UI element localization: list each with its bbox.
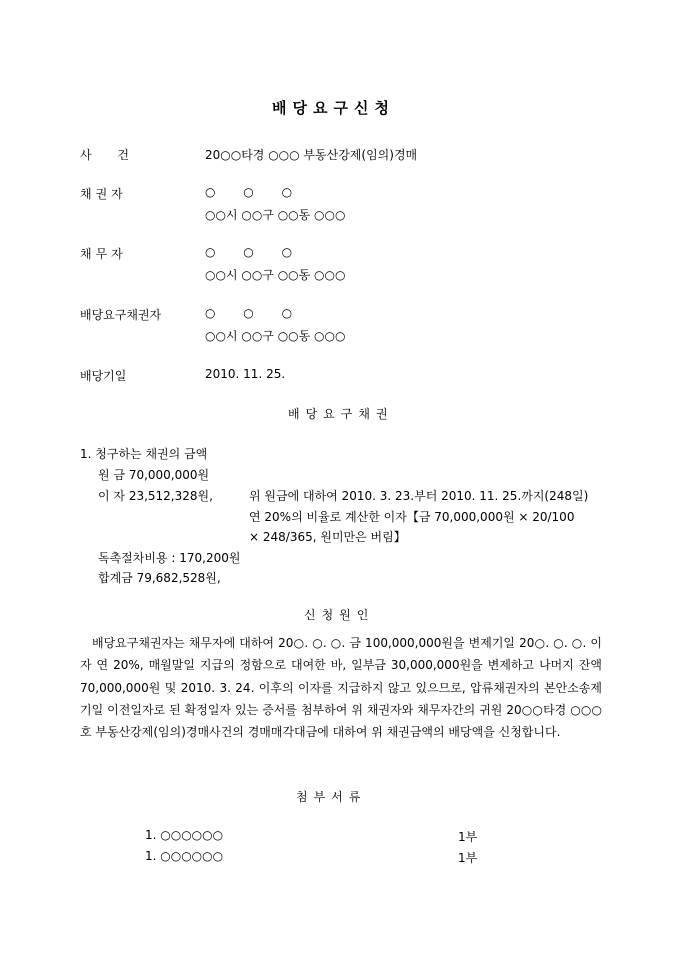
attachment-count: 1부 <box>458 851 478 865</box>
attachment-name: 1. ○○○○○○ <box>145 849 224 863</box>
claim-total: 합계금 79,682,528원, <box>98 571 221 585</box>
debtor-address: ○○시 ○○구 ○○동 ○○○ <box>205 268 346 282</box>
claim-interest-label: 이 자 23,512,328원, <box>98 489 213 503</box>
document-title: 배당요구신청 <box>272 99 395 117</box>
claim-cost: 독촉절차비용 : 170,200원 <box>98 551 241 565</box>
creditor-address: ○○시 ○○구 ○○동 ○○○ <box>205 208 346 222</box>
creditor-label: 채권자 <box>80 187 127 201</box>
debtor-label: 채무자 <box>80 247 127 261</box>
reason-paragraph: 배당요구채권자는 채무자에 대하여 20○. ○. ○. 금 100,000,000원을 변제기일 20○. ○. ○. 이자 연 20%, 매월말일 지급의 정함으로 대여한 바, 일부금 30,000,000원을 변제하고 나머지 잔액 70,000,000원 및 2010. 3. 24. 이후의 이자를 지급하지 않고 있으므로, 압류채권자의 본안소송제기일 이전일자로 된 확정일자 있는 증서를 첨부하여 위 채권자와 채무자간의 귀원 20○○타경 ○○○호 부동산강제(임의)경매사건의 경매매각대금에 대하여 위 채권금액의 배당액을 신청합니다. <box>80 636 602 740</box>
distribution-date-label: 배당기일 <box>80 369 127 383</box>
reason-heading: 신청원인 <box>304 608 375 622</box>
claimant-label: 배당요구채권자 <box>80 308 162 322</box>
attachments-heading: 첨부서류 <box>296 790 367 804</box>
claim-principal: 원 금 70,000,000원 <box>98 468 210 482</box>
distribution-date-value: 2010. 11. 25. <box>205 367 286 381</box>
claim-interest-line2: 연 20%의 비율로 계산한 이자【금 70,000,000원 × 20/100 <box>249 510 575 524</box>
case-label: 사 건 <box>80 148 129 162</box>
claim-amount-heading: 1. 청구하는 채권의 금액 <box>80 447 208 461</box>
claim-interest-line1: 위 원금에 대하여 2010. 3. 23.부터 2010. 11. 25.까지(248일) <box>249 489 589 503</box>
debtor-name: ○ ○ ○ <box>205 245 293 259</box>
case-value: 20○○타경 ○○○ 부동산강제(임의)경매 <box>205 148 418 162</box>
creditor-name: ○ ○ ○ <box>205 185 293 199</box>
claim-interest-line3: × 248/365, 원미만은 버림】 <box>249 530 406 544</box>
attachment-name: 1. ○○○○○○ <box>145 828 224 842</box>
claim-heading: 배당요구채권 <box>288 407 394 421</box>
attachment-count: 1부 <box>458 830 478 844</box>
claimant-address: ○○시 ○○구 ○○동 ○○○ <box>205 329 346 343</box>
claimant-name: ○ ○ ○ <box>205 306 293 320</box>
